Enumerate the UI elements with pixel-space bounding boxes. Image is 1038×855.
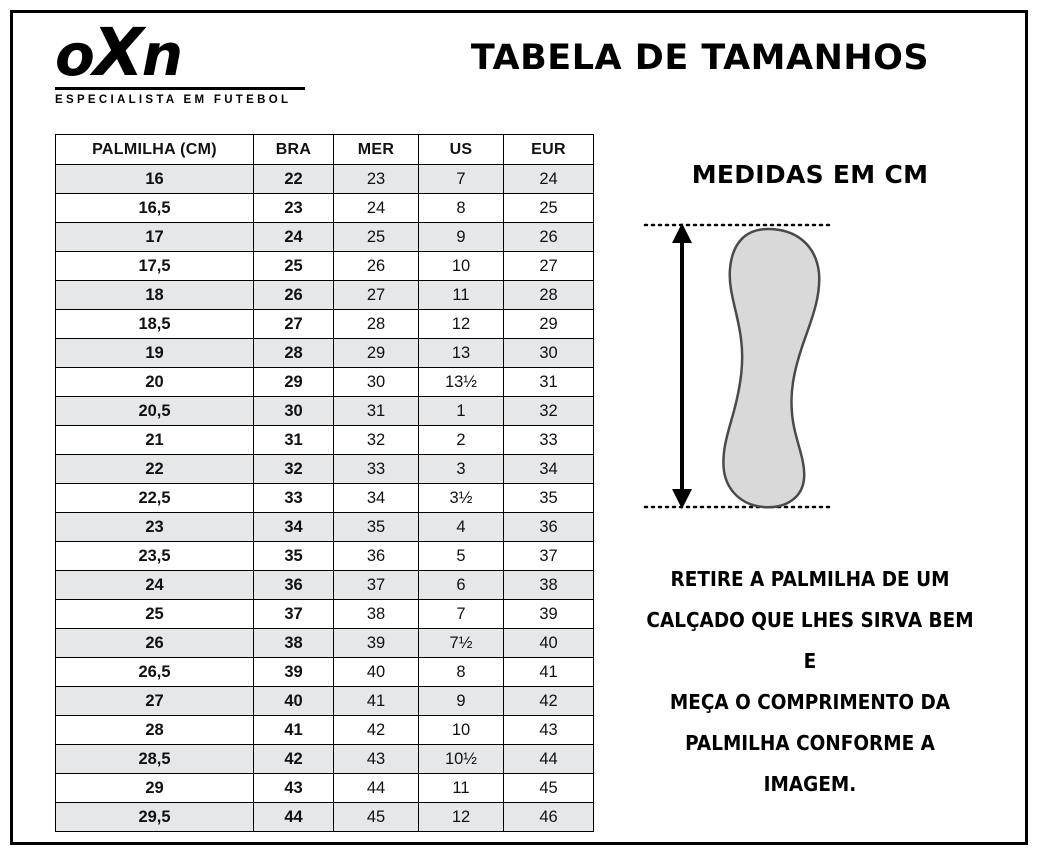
table-cell: 45 — [334, 803, 419, 832]
table-cell: 13½ — [419, 368, 504, 397]
table-cell: 29 — [254, 368, 334, 397]
table-cell: 28 — [254, 339, 334, 368]
table-cell: 22,5 — [56, 484, 254, 513]
table-cell: 40 — [504, 629, 594, 658]
table-cell: 24 — [56, 571, 254, 600]
table-cell: 25 — [56, 600, 254, 629]
size-table-wrapper — [55, 134, 593, 832]
instruction-line-4: PALMILHA CONFORME A IMAGEM. — [685, 731, 935, 796]
brand-tagline: ESPECIALISTA EM FUTEBOL — [55, 93, 292, 106]
table-cell: 39 — [334, 629, 419, 658]
table-cell: 3 — [419, 455, 504, 484]
table-row — [56, 223, 594, 252]
table-cell: 36 — [334, 542, 419, 571]
table-cell: 24 — [254, 223, 334, 252]
table-cell: 37 — [334, 571, 419, 600]
instruction-line-2: CALÇADO QUE LHES SIRVA BEM E — [646, 608, 974, 673]
insole-shape — [723, 229, 819, 507]
table-cell: 3½ — [419, 484, 504, 513]
insole-diagram-svg — [620, 211, 1000, 541]
table-cell: 34 — [504, 455, 594, 484]
table-cell: 9 — [419, 223, 504, 252]
table-cell: 33 — [254, 484, 334, 513]
table-cell: 46 — [504, 803, 594, 832]
table-cell: 25 — [334, 223, 419, 252]
table-cell: 9 — [419, 687, 504, 716]
table-cell: 17 — [56, 223, 254, 252]
table-cell: 17,5 — [56, 252, 254, 281]
table-cell: 26 — [504, 223, 594, 252]
table-cell: 23 — [254, 194, 334, 223]
table-cell: 20 — [56, 368, 254, 397]
measure-panel-title: MEDIDAS EM CM — [691, 160, 929, 189]
table-cell: 34 — [254, 513, 334, 542]
table-cell: 44 — [254, 803, 334, 832]
table-cell: 23 — [56, 513, 254, 542]
table-cell: 28,5 — [56, 745, 254, 774]
table-cell: 7½ — [419, 629, 504, 658]
table-cell: 7 — [419, 600, 504, 629]
column-header-bra: BRA — [254, 135, 334, 165]
table-cell: 42 — [254, 745, 334, 774]
table-row — [56, 629, 594, 658]
table-row — [56, 774, 594, 803]
table-cell: 37 — [504, 542, 594, 571]
table-cell: 27 — [56, 687, 254, 716]
table-row — [56, 281, 594, 310]
column-header-eur: EUR — [504, 135, 594, 165]
table-row — [56, 252, 594, 281]
table-row — [56, 716, 594, 745]
table-cell: 8 — [419, 658, 504, 687]
table-cell: 38 — [254, 629, 334, 658]
table-row — [56, 397, 594, 426]
table-cell: 41 — [254, 716, 334, 745]
table-cell: 34 — [334, 484, 419, 513]
table-cell: 35 — [334, 513, 419, 542]
table-row — [56, 803, 594, 832]
page-title: TABELA DE TAMANHOS — [470, 38, 930, 78]
table-cell: 27 — [254, 310, 334, 339]
table-cell: 1 — [419, 397, 504, 426]
table-cell: 8 — [419, 194, 504, 223]
table-cell: 27 — [334, 281, 419, 310]
column-header-us: US — [419, 135, 504, 165]
table-cell: 38 — [504, 571, 594, 600]
table-cell: 16,5 — [56, 194, 254, 223]
table-cell: 10½ — [419, 745, 504, 774]
table-cell: 36 — [254, 571, 334, 600]
table-cell: 16 — [56, 165, 254, 194]
table-cell: 24 — [334, 194, 419, 223]
table-row — [56, 658, 594, 687]
table-cell: 24 — [504, 165, 594, 194]
table-cell: 11 — [419, 774, 504, 803]
table-row — [56, 513, 594, 542]
table-cell: 23 — [334, 165, 419, 194]
table-cell: 30 — [504, 339, 594, 368]
table-cell: 29 — [334, 339, 419, 368]
column-header-mer: MER — [334, 135, 419, 165]
table-cell: 5 — [419, 542, 504, 571]
table-cell: 19 — [56, 339, 254, 368]
table-cell: 40 — [254, 687, 334, 716]
table-cell: 31 — [504, 368, 594, 397]
table-row — [56, 368, 594, 397]
table-cell: 22 — [254, 165, 334, 194]
table-cell: 36 — [504, 513, 594, 542]
table-cell: 42 — [504, 687, 594, 716]
table-row — [56, 194, 594, 223]
table-cell: 21 — [56, 426, 254, 455]
table-cell: 43 — [254, 774, 334, 803]
table-row — [56, 542, 594, 571]
table-cell: 44 — [504, 745, 594, 774]
table-cell: 37 — [254, 600, 334, 629]
table-cell: 11 — [419, 281, 504, 310]
table-cell: 35 — [504, 484, 594, 513]
table-cell: 44 — [334, 774, 419, 803]
table-cell: 32 — [504, 397, 594, 426]
table-cell: 26 — [334, 252, 419, 281]
table-row — [56, 310, 594, 339]
table-cell: 20,5 — [56, 397, 254, 426]
brand-logo — [55, 14, 315, 106]
table-cell: 10 — [419, 252, 504, 281]
table-cell: 4 — [419, 513, 504, 542]
table-cell: 40 — [334, 658, 419, 687]
table-cell: 26 — [56, 629, 254, 658]
table-row — [56, 745, 594, 774]
insole-measure-diagram — [620, 211, 1000, 541]
measure-instructions — [620, 559, 1000, 805]
table-row — [56, 571, 594, 600]
measure-arrow — [672, 223, 692, 509]
table-cell: 22 — [56, 455, 254, 484]
measure-panel — [620, 160, 1000, 805]
table-cell: 29 — [504, 310, 594, 339]
instruction-line-3: MEÇA O COMPRIMENTO DA — [669, 690, 951, 714]
table-row — [56, 165, 594, 194]
size-table — [55, 134, 594, 832]
table-cell: 26,5 — [56, 658, 254, 687]
table-cell: 18,5 — [56, 310, 254, 339]
table-row — [56, 600, 594, 629]
table-cell: 41 — [504, 658, 594, 687]
table-cell: 31 — [334, 397, 419, 426]
brand-logo-text: oXn — [55, 14, 182, 91]
table-cell: 30 — [334, 368, 419, 397]
table-cell: 38 — [334, 600, 419, 629]
table-cell: 28 — [334, 310, 419, 339]
table-cell: 28 — [504, 281, 594, 310]
table-cell: 39 — [504, 600, 594, 629]
table-cell: 45 — [504, 774, 594, 803]
table-cell: 35 — [254, 542, 334, 571]
table-row — [56, 484, 594, 513]
table-cell: 13 — [419, 339, 504, 368]
table-cell: 29,5 — [56, 803, 254, 832]
table-cell: 32 — [334, 426, 419, 455]
table-cell: 33 — [334, 455, 419, 484]
table-row — [56, 687, 594, 716]
table-cell: 6 — [419, 571, 504, 600]
table-cell: 32 — [254, 455, 334, 484]
table-row — [56, 455, 594, 484]
table-cell: 28 — [56, 716, 254, 745]
table-cell: 12 — [419, 803, 504, 832]
column-header-palmilha: PALMILHA (CM) — [56, 135, 254, 165]
table-cell: 26 — [254, 281, 334, 310]
table-cell: 10 — [419, 716, 504, 745]
table-cell: 2 — [419, 426, 504, 455]
table-cell: 30 — [254, 397, 334, 426]
table-cell: 43 — [334, 745, 419, 774]
table-cell: 29 — [56, 774, 254, 803]
table-cell: 43 — [504, 716, 594, 745]
table-cell: 18 — [56, 281, 254, 310]
table-cell: 23,5 — [56, 542, 254, 571]
table-header-row — [56, 135, 594, 165]
table-row — [56, 339, 594, 368]
table-cell: 31 — [254, 426, 334, 455]
table-cell: 42 — [334, 716, 419, 745]
table-cell: 27 — [504, 252, 594, 281]
table-cell: 33 — [504, 426, 594, 455]
table-row — [56, 426, 594, 455]
table-cell: 39 — [254, 658, 334, 687]
table-cell: 7 — [419, 165, 504, 194]
table-cell: 41 — [334, 687, 419, 716]
table-cell: 12 — [419, 310, 504, 339]
table-cell: 25 — [504, 194, 594, 223]
instruction-line-1: RETIRE A PALMILHA DE UM — [670, 567, 950, 591]
table-cell: 25 — [254, 252, 334, 281]
